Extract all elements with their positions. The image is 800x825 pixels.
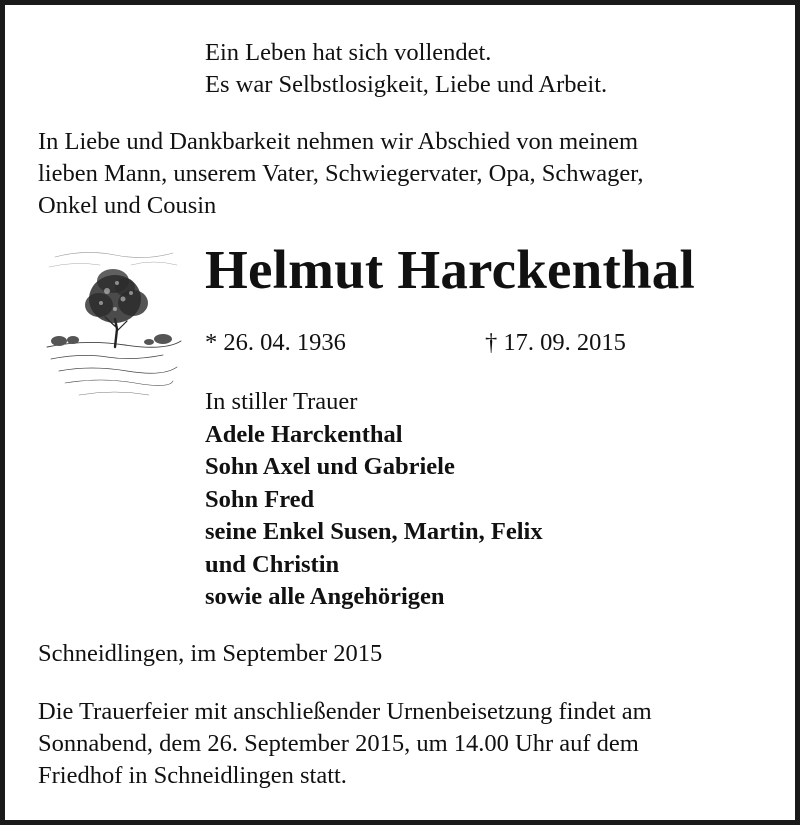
mourner-name: Sohn Axel und Gabriele xyxy=(205,453,455,480)
mourners-block xyxy=(205,386,543,614)
funeral-line-3: Friedhof in Schneidlingen statt. xyxy=(38,762,347,789)
motto-line-2: Es war Selbstlosigkeit, Liebe und Arbeit. xyxy=(205,71,608,98)
mourner-name: und Christin xyxy=(205,550,340,578)
motto-line-1: Ein Leben hat sich vollendet. xyxy=(205,39,492,66)
intro-line-2: lieben Mann, unserem Vater, Schwiegervater, Opa, Schwager, xyxy=(38,160,644,187)
funeral-notice xyxy=(38,696,652,792)
intro-line-3: Onkel und Cousin xyxy=(38,192,217,219)
funeral-line-1: Die Trauerfeier mit anschließender Urnenbeisetzung findet am xyxy=(38,698,652,725)
mourner-name: Adele Harckenthal xyxy=(205,420,403,448)
place-and-date: Schneidlingen, im September 2015 xyxy=(38,640,383,667)
mourners-heading: In stiller Trauer xyxy=(205,388,358,415)
mourner-name: seine Enkel Susen, Martin, Felix xyxy=(205,518,543,545)
tree-icon xyxy=(45,243,183,405)
funeral-line-2: Sonnabend, dem 26. September 2015, um 14.00 Uhr auf dem xyxy=(38,730,639,757)
intro-text xyxy=(38,126,644,222)
death-date: † 17. 09. 2015 xyxy=(485,329,626,356)
mourner-name: sowie alle Angehörigen xyxy=(205,583,445,610)
mourner-name: Sohn Fred xyxy=(205,485,315,513)
intro-line-1: In Liebe und Dankbarkeit nehmen wir Abschied von meinem xyxy=(38,128,639,155)
birth-date: * 26. 04. 1936 xyxy=(205,329,346,356)
motto xyxy=(205,37,607,101)
deceased-name: Helmut Harckenthal xyxy=(205,239,695,300)
